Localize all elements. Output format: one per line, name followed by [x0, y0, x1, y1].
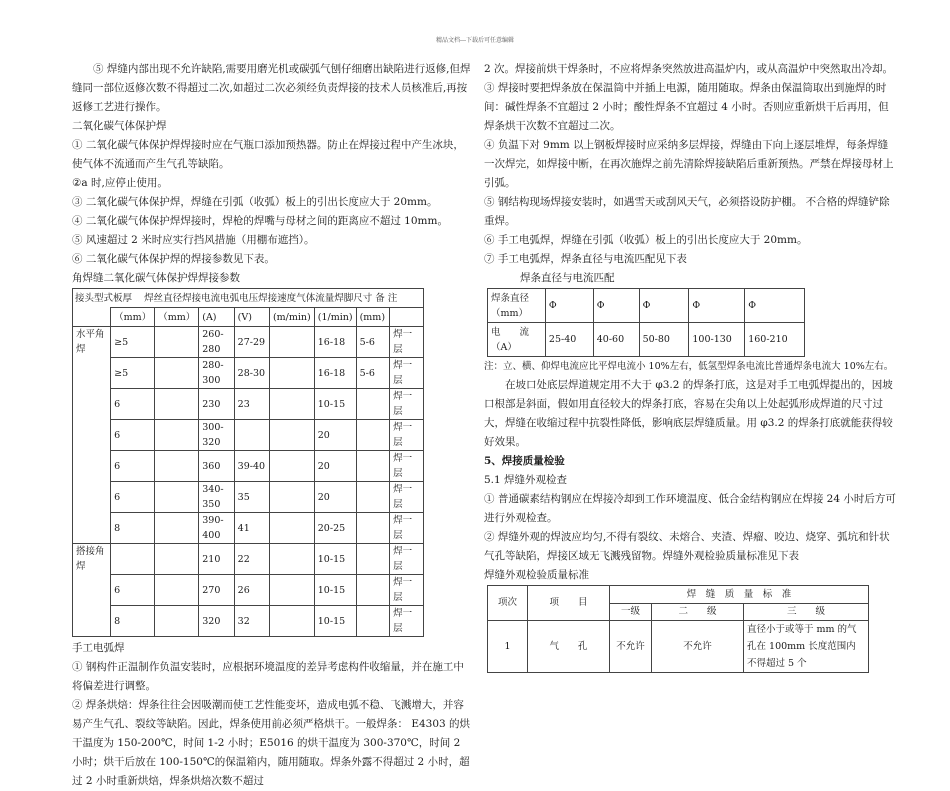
right-column: [484, 60, 896, 673]
table-cell: [356, 544, 390, 575]
header-cell: 焊接速度: [258, 292, 297, 304]
table-cell: [269, 358, 314, 389]
heading-co2-welding: 二氧化碳气体保护焊: [72, 120, 167, 132]
header-cell: 项次: [488, 586, 528, 621]
table-cell: 气 孔: [528, 621, 610, 673]
table-row: [73, 606, 424, 637]
table-cell: [269, 420, 314, 451]
paragraph-shelter: ⑤ 钢结构现场焊接安装时，如遇雪天或刮风天气，必须搭设防护棚。 不合格的焊缝铲除重焊。: [484, 196, 890, 227]
table-cell: [269, 575, 314, 606]
table-cell: [73, 389, 111, 420]
table-cell: 20: [314, 482, 356, 513]
paragraph-co2-stop: ②a 时,应停止使用。: [72, 177, 168, 189]
table-cell: 25-40: [545, 323, 593, 357]
note-current: 注：立、横、仰焊电流应比平焊电流小 10%左右，低氢型焊条电流比普通焊条电流大 10%左右。: [484, 361, 894, 372]
table-cell: [73, 482, 111, 513]
header-cell: 二 级: [652, 604, 744, 621]
table-title-electrode-current: 焊条直径与电流匹配: [520, 272, 615, 284]
header-cell: [73, 308, 111, 327]
paragraph-baking-cont: 2 次。焊接前烘干焊条时，不应将焊条突然放进高温炉内，或从高温炉中突然取出冷却。: [484, 63, 894, 75]
header-cell: (1/min): [314, 308, 356, 327]
table-row: [73, 544, 424, 575]
table-row: [73, 327, 424, 358]
table-cell: 5-6: [356, 327, 390, 358]
co2-params-body: [73, 327, 424, 637]
paragraph-co2-arc-plate: ③ 二氧化碳气体保护焊，焊缝在引弧（收弧）板上的引出长度应大于 20mm。: [72, 196, 438, 208]
header-cell: 板厚: [113, 292, 133, 304]
table-cell: 1: [488, 621, 528, 673]
table-row: [73, 575, 424, 606]
table-cell: 焊条直径（mm）: [488, 289, 546, 323]
table-cell: [356, 606, 390, 637]
header-cell: (A): [199, 308, 234, 327]
table-cell: [269, 389, 314, 420]
table-cell: 20-25: [314, 513, 356, 544]
table-cell: [155, 513, 199, 544]
table-cell: [73, 451, 111, 482]
header-cell: 项 目: [528, 586, 610, 621]
table-cell: 不允许: [610, 621, 652, 673]
paragraph-current-table: ⑦ 手工电弧焊，焊条直径与电流匹配见下表: [484, 253, 687, 265]
table-cell: 280-300: [199, 358, 234, 389]
table-cell: 27-29: [234, 327, 269, 358]
table-cell: 6: [111, 482, 155, 513]
paragraph-weld-repair: ⑤ 焊缝内部出现不允许缺陷,需要用磨光机或碳弧气刨仔细磨出缺陷进行返修,但焊缝同一部位返修次数不得超过二次,如超过二次必须经负责焊接的技术人员核准后,再按返修工艺进行操作。: [72, 63, 471, 113]
table-title-co2-params: 角焊缝二氧化碳气体保护焊焊接参数: [72, 272, 240, 284]
table-cell: [155, 389, 199, 420]
header-cell: 备 注: [375, 292, 398, 304]
table-cell: 50-80: [639, 323, 689, 357]
table-cell: 10-15: [314, 606, 356, 637]
table-cell: 22: [234, 544, 269, 575]
table-cell: [73, 358, 111, 389]
table-cell: Φ: [545, 289, 593, 323]
table-row: [488, 289, 805, 323]
table-header-row: [73, 289, 424, 308]
table-cell: 6: [111, 575, 155, 606]
header-cell: (V): [234, 308, 269, 327]
table-cell: 390-400: [199, 513, 234, 544]
table-cell: Φ: [745, 289, 805, 323]
table-cell: 不允许: [652, 621, 744, 673]
table-cell: [155, 575, 199, 606]
paragraph-heat-box: ③ 焊接时要把焊条放在保温筒中并插上电源，随用随取。焊条由保温筒取出到施焊的时间：碱性焊条不宜超过 2 小时；酸性焊条不宜超过 4 小时。否则应重新烘干后再用，但焊条烘干次数不宜超过二次。: [484, 82, 889, 132]
table-cell: [356, 420, 390, 451]
table-row: [488, 621, 869, 673]
table-cell: 焊一层: [390, 389, 424, 420]
co2-params-table: [72, 288, 424, 637]
table-cell: 28-30: [234, 358, 269, 389]
header-cell: 三 级: [744, 604, 869, 621]
header-cell: 焊脚尺寸: [334, 292, 373, 304]
paragraph-co2-params: ⑥ 二氧化碳气体保护焊的焊接参数见下表。: [72, 253, 275, 265]
table-cell: 10-15: [314, 575, 356, 606]
table-cell: 8: [111, 513, 155, 544]
table-cell: [356, 482, 390, 513]
table-cell: [269, 482, 314, 513]
table-cell: 6: [111, 389, 155, 420]
table-row: [73, 513, 424, 544]
table-cell: 320: [199, 606, 234, 637]
table-cell: 焊一层: [390, 451, 424, 482]
table-cell: ≥5: [111, 327, 155, 358]
table-cell: 20: [314, 420, 356, 451]
table-cell: 300-320: [199, 420, 234, 451]
table-cell: 100-130: [689, 323, 745, 357]
table-cell: 40-60: [593, 323, 639, 357]
paragraph-co2-preheater: ① 二氧化碳气体保护焊焊接时应在气瓶口添加预热器。防止在焊接过程中产生冰块，使气体不流通而产生气孔等缺陷。: [72, 139, 464, 170]
header-cell: （mm）: [111, 308, 155, 327]
paragraph-multi-layer: ④ 负温下对 9mm 以上钢板焊接时应采纳多层焊接，焊缝由下向上逐层堆焊，每条焊缝一次焊完，如焊接中断，在再次施焊之前先清除焊接缺陷后重新预热。严禁在焊接母材上引弧。: [484, 139, 894, 189]
paragraph-wind-protection: ⑤ 风速超过 2 米时应实行挡风措施（用棚布遮挡）。: [72, 234, 315, 246]
table-cell: [356, 389, 390, 420]
table-row: [488, 323, 805, 357]
table-cell: 210: [199, 544, 234, 575]
table-cell: Φ: [593, 289, 639, 323]
table-row: [73, 420, 424, 451]
table-cell: Φ: [639, 289, 689, 323]
table-cell: 41: [234, 513, 269, 544]
paragraph-arc-plate: ⑥ 手工电弧焊，焊缝在引弧（收弧）板上的引出长度应大于 20mm。: [484, 234, 808, 246]
table-cell: ≥5: [111, 358, 155, 389]
table-cell: 10-15: [314, 544, 356, 575]
table-row: [73, 451, 424, 482]
header-cell: (m/min): [269, 308, 314, 327]
table-cell: 160-210: [745, 323, 805, 357]
table-row: [73, 389, 424, 420]
table-cell: [155, 544, 199, 575]
heading-manual-arc: 手工电弧焊: [72, 642, 125, 654]
table-cell: [269, 544, 314, 575]
table-cell: [269, 327, 314, 358]
table-cell: [155, 451, 199, 482]
table-cell: [73, 420, 111, 451]
table-cell: 26: [234, 575, 269, 606]
heading-visual-check: 5.1 焊缝外观检查: [484, 474, 568, 486]
table-cell: 电 流（A）: [488, 323, 546, 357]
left-column: [72, 60, 474, 791]
table-cell: [155, 420, 199, 451]
header-cell: 一级: [610, 604, 652, 621]
paragraph-co2-nozzle: ④ 二氧化碳气体保护焊焊接时，焊枪的焊嘴与母材之间的距离应不超过 10mm。: [72, 215, 448, 227]
header-cell: 接头型式: [75, 292, 114, 304]
table-cell: 焊一层: [390, 606, 424, 637]
table-cell: 360: [199, 451, 234, 482]
header-cell: 焊 缝 质 量 标 准: [610, 586, 869, 604]
table-cell: [356, 513, 390, 544]
header-cell: 焊接电流: [182, 292, 221, 304]
table-cell: [269, 606, 314, 637]
table-cell: 260-280: [199, 327, 234, 358]
paragraph-root-pass: 在坡口处底层焊道规定用不大于 φ3.2 的焊条打底，这是对手工电弧焊提出的，因坡口根部是斜面，假如用直径较大的焊条打底，容易在尖角以上处起弧形成焊道的尺寸过大，焊缝在收缩过程中抗裂性降低，影响底层焊缝质量。用 φ3.2 的焊条打底就能获得较好效果。: [484, 379, 893, 448]
table-cell: 5-6: [356, 358, 390, 389]
table-cell: 6: [111, 420, 155, 451]
table-cell: 270: [199, 575, 234, 606]
paragraph-shrinkage: ① 钢构件正温制作负温安装时，应根据环境温度的差异考虑构件收缩量，并在施工中将偏差进行调整。: [72, 661, 464, 692]
table-cell: 焊一层: [390, 575, 424, 606]
table-cell: 搭接角焊: [73, 544, 111, 575]
table-cell: [155, 606, 199, 637]
table-cell: 39-40: [234, 451, 269, 482]
page-header: 精品文档---下载后可任意编辑: [435, 37, 515, 44]
table-cell: [234, 420, 269, 451]
table-cell: 6: [111, 451, 155, 482]
paragraph-visual-timing: ① 普通碳素结构钢应在焊接冷却到工作环境温度、低合金结构钢应在焊接 24 小时后方可进行外观检查。: [484, 493, 896, 524]
table-cell: 32: [234, 606, 269, 637]
table-cell: 35: [234, 482, 269, 513]
table-cell: [356, 575, 390, 606]
table-row: [73, 482, 424, 513]
table-cell: [155, 358, 199, 389]
table-cell: 焊一层: [390, 544, 424, 575]
table-cell: [155, 482, 199, 513]
table-cell: 10-15: [314, 389, 356, 420]
table-cell: 20: [314, 451, 356, 482]
table-cell: 340-350: [199, 482, 234, 513]
table-cell: 230: [199, 389, 234, 420]
table-cell: 焊一层: [390, 513, 424, 544]
table-cell: 8: [111, 606, 155, 637]
table-cell: 16-18: [314, 358, 356, 389]
visual-standard-table: [487, 585, 869, 673]
heading-quality-inspection: 5、焊接质量检验: [484, 455, 565, 467]
table-cell: 直径小于或等于 mm 的气孔在 100mm 长度范围内不得超过 5 个: [744, 621, 869, 673]
table-cell: [356, 451, 390, 482]
table-cell: 23: [234, 389, 269, 420]
header-cell: [390, 308, 424, 327]
header-cell: (mm): [356, 308, 390, 327]
table-cell: [73, 606, 111, 637]
table-header-units-row: [73, 308, 424, 327]
table-cell: [155, 327, 199, 358]
table-cell: [73, 575, 111, 606]
table-cell: 焊一层: [390, 327, 424, 358]
table-header-row: [488, 586, 869, 604]
table-cell: [73, 513, 111, 544]
header-cell: 气体流量: [296, 292, 335, 304]
table-cell: [111, 544, 155, 575]
table-cell: [269, 513, 314, 544]
table-cell: 16-18: [314, 327, 356, 358]
paragraph-visual-defects: ② 焊缝外观的焊波应均匀,不得有裂纹、未熔合、夹渣、焊瘤、咬边、烧穿、弧坑和针状气孔等缺陷，焊接区域无飞溅残留物。焊缝外观检验质量标准见下表: [484, 531, 890, 562]
header-cell: 电弧电压: [220, 292, 259, 304]
table-cell: 水平角焊: [73, 327, 111, 358]
header-cell: 焊丝直径: [144, 292, 183, 304]
electrode-current-table: [487, 288, 805, 357]
table-cell: 焊一层: [390, 482, 424, 513]
table-title-visual-standard: 焊缝外观检验质量标准: [484, 569, 589, 581]
table-cell: [269, 451, 314, 482]
paragraph-electrode-baking: ② 焊条烘焙：焊条往往会因吸潮而使工艺性能变坏，造成电弧不稳、飞溅增大，并容易产生气孔、裂纹等缺陷。因此，焊条使用前必须严格烘干。一般焊条： E4303 的烘干温度为 150-200℃，时间 1-2 小时；E5016 的烘干温度为 300-370℃，时间 2 小时；烘干后放在 100-150℃的保温箱内，随用随取。焊条外露不得超过 2 小时，超过 2 小时重新烘焙，焊条烘焙次数不超过: [72, 699, 471, 787]
header-cell: （mm）: [155, 308, 199, 327]
table-cell: 焊一层: [390, 420, 424, 451]
table-cell: 焊一层: [390, 358, 424, 389]
table-cell: Φ: [689, 289, 745, 323]
table-row: [73, 358, 424, 389]
